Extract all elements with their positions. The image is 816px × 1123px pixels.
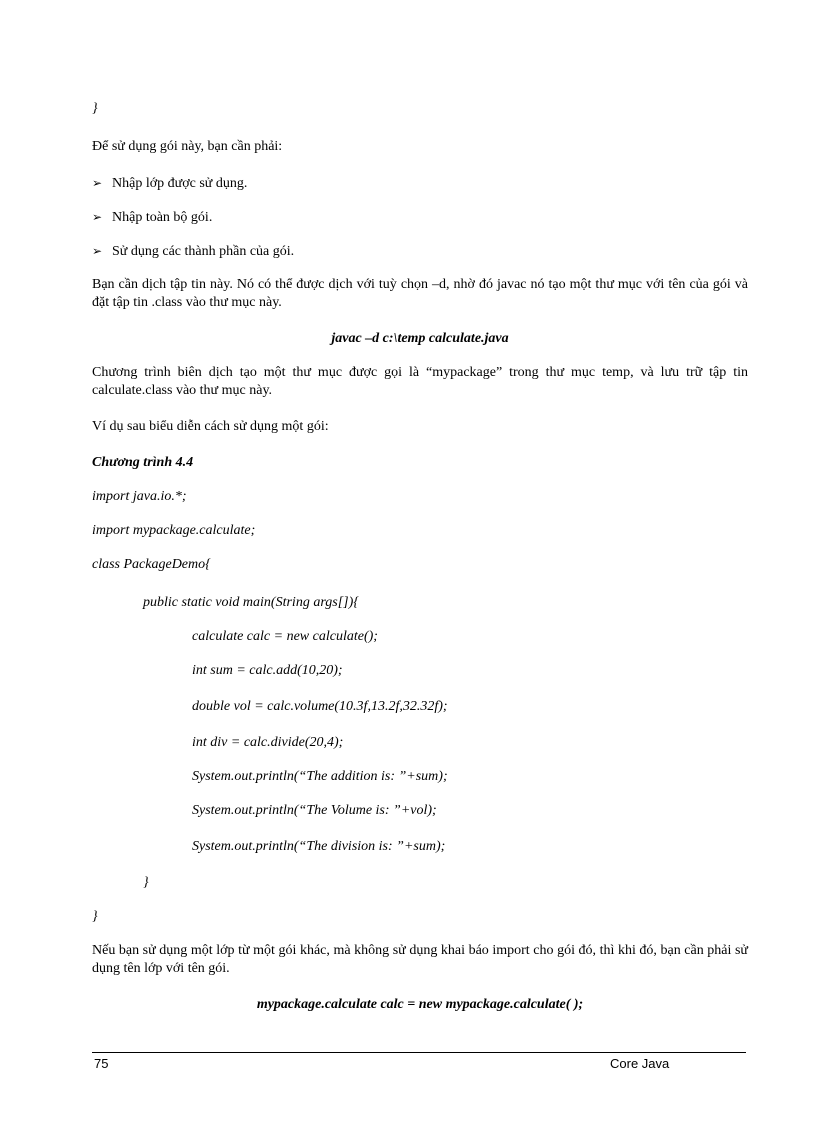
code-line: System.out.println(“The division is: ”+sum);	[192, 839, 446, 854]
bullet-item	[92, 208, 212, 227]
code-line: }	[143, 875, 149, 890]
footer-divider	[92, 1052, 746, 1053]
code-line: }	[92, 909, 98, 924]
arrow-bullet-icon: ➢	[92, 210, 103, 224]
bullet-text: Nhập toàn bộ gói.	[112, 210, 213, 225]
code-line: calculate calc = new calculate();	[192, 629, 378, 644]
bullet-text: Sử dụng các thành phần của gói.	[112, 244, 295, 259]
program-title: Chương trình 4.4	[92, 455, 194, 470]
code-line: System.out.println(“The Volume is: ”+vol);	[192, 803, 437, 818]
arrow-bullet-icon: ➢	[92, 244, 103, 258]
paragraph-example-intro: Ví dụ sau biểu diễn cách sử dụng một gói:	[92, 419, 329, 434]
code-line: System.out.println(“The addition is: ”+sum);	[192, 769, 448, 784]
code-line: int div = calc.divide(20,4);	[192, 735, 344, 750]
footer-title: Core Java	[610, 1056, 670, 1071]
arrow-bullet-icon: ➢	[92, 176, 103, 190]
page-number: 75	[94, 1056, 109, 1071]
bullet-item	[92, 242, 294, 261]
final-code-line: mypackage.calculate calc = new mypackage.calculate( );	[256, 997, 584, 1012]
paragraph-compile: Bạn cần dịch tập tin này. Nó có thể được dịch với tuỳ chọn –d, nhờ đó javac nó tạo một thư mục với tên của gói và đặt tập tin .class vào thư mục này.	[92, 277, 748, 310]
code-line: import mypackage.calculate;	[92, 523, 256, 538]
code-line: double vol = calc.volume(10.3f,13.2f,32.32f);	[192, 699, 448, 714]
code-line: int sum = calc.add(10,20);	[192, 663, 343, 678]
code-line: class PackageDemo{	[92, 557, 211, 572]
code-line: import java.io.*;	[92, 489, 187, 504]
closing-brace: }	[92, 101, 98, 116]
paragraph-compiler-output: Chương trình biên dịch tạo một thư mục được gọi là “mypackage” trong thư mục temp, và lưu trữ tập tin calculate.class vào thư mục này.	[92, 365, 748, 398]
compile-command: javac –d c:\temp calculate.java	[331, 331, 509, 346]
bullet-text: Nhập lớp được sử dụng.	[112, 176, 248, 191]
intro-text: Để sử dụng gói này, bạn cần phải:	[92, 139, 283, 154]
bullet-item	[92, 174, 247, 193]
code-line: public static void main(String args[]){	[143, 595, 359, 610]
paragraph-import-note: Nếu bạn sử dụng một lớp từ một gói khác, mà không sử dụng khai báo import cho gói đó, thì khi đó, bạn cần phải sử dụng tên lớp với tên gói.	[92, 943, 748, 976]
